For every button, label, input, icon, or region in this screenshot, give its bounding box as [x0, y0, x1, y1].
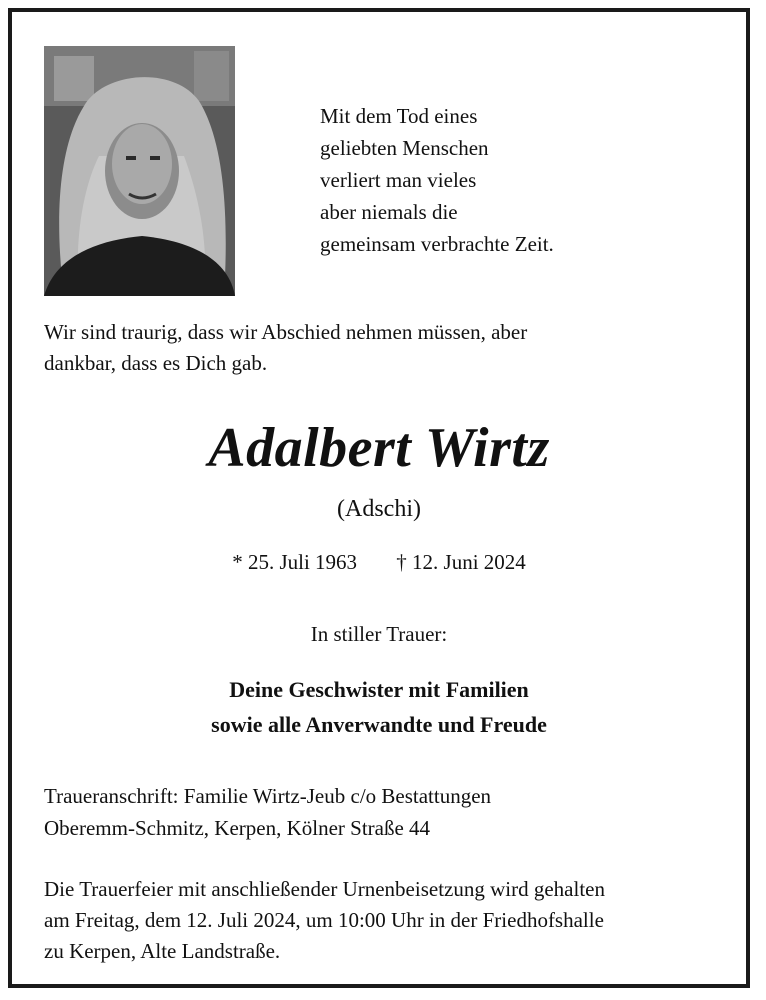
intro-line: dankbar, dass es Dich gab. — [44, 351, 268, 375]
poem-line: aber niemals die — [320, 200, 458, 224]
poem-text — [320, 100, 554, 260]
life-dates — [12, 550, 746, 575]
deceased-name: Adalbert Wirtz — [208, 417, 550, 479]
portrait-image — [44, 46, 235, 296]
address-line: Oberemm-Schmitz, Kerpen, Kölner Straße 44 — [44, 816, 431, 840]
portrait-photo — [44, 46, 235, 296]
family-signature — [12, 672, 746, 742]
intro-line: Wir sind traurig, dass wir Abschied nehmen müssen, aber — [44, 320, 528, 344]
family-line: sowie alle Anverwandte und Freude — [211, 712, 547, 737]
poem-line: Mit dem Tod eines — [320, 104, 478, 128]
ceremony-info — [44, 874, 734, 967]
death-date: † 12. Juni 2024 — [396, 550, 526, 574]
mourning-address — [44, 780, 724, 844]
ceremony-line: am Freitag, dem 12. Juli 2024, um 10:00 Uhr in der Friedhofshalle — [44, 908, 604, 932]
address-line: Traueranschrift: Familie Wirtz-Jeub c/o Bestattungen — [44, 784, 492, 808]
ceremony-line: Die Trauerfeier mit anschließender Urnenbeisetzung wird gehalten — [44, 877, 605, 901]
birth-date: * 25. Juli 1963 — [232, 550, 358, 574]
deceased-nickname: (Adschi) — [337, 496, 421, 522]
mourning-line: In stiller Trauer: — [310, 622, 448, 646]
poem-line: gemeinsam verbrachte Zeit. — [320, 232, 554, 256]
poem-line: verliert man vieles — [320, 168, 477, 192]
obituary-frame — [8, 8, 750, 988]
intro-text — [44, 317, 724, 379]
ceremony-line: zu Kerpen, Alte Landstraße. — [44, 939, 281, 963]
family-line: Deine Geschwister mit Familien — [229, 677, 529, 702]
poem-line: geliebten Menschen — [320, 136, 489, 160]
